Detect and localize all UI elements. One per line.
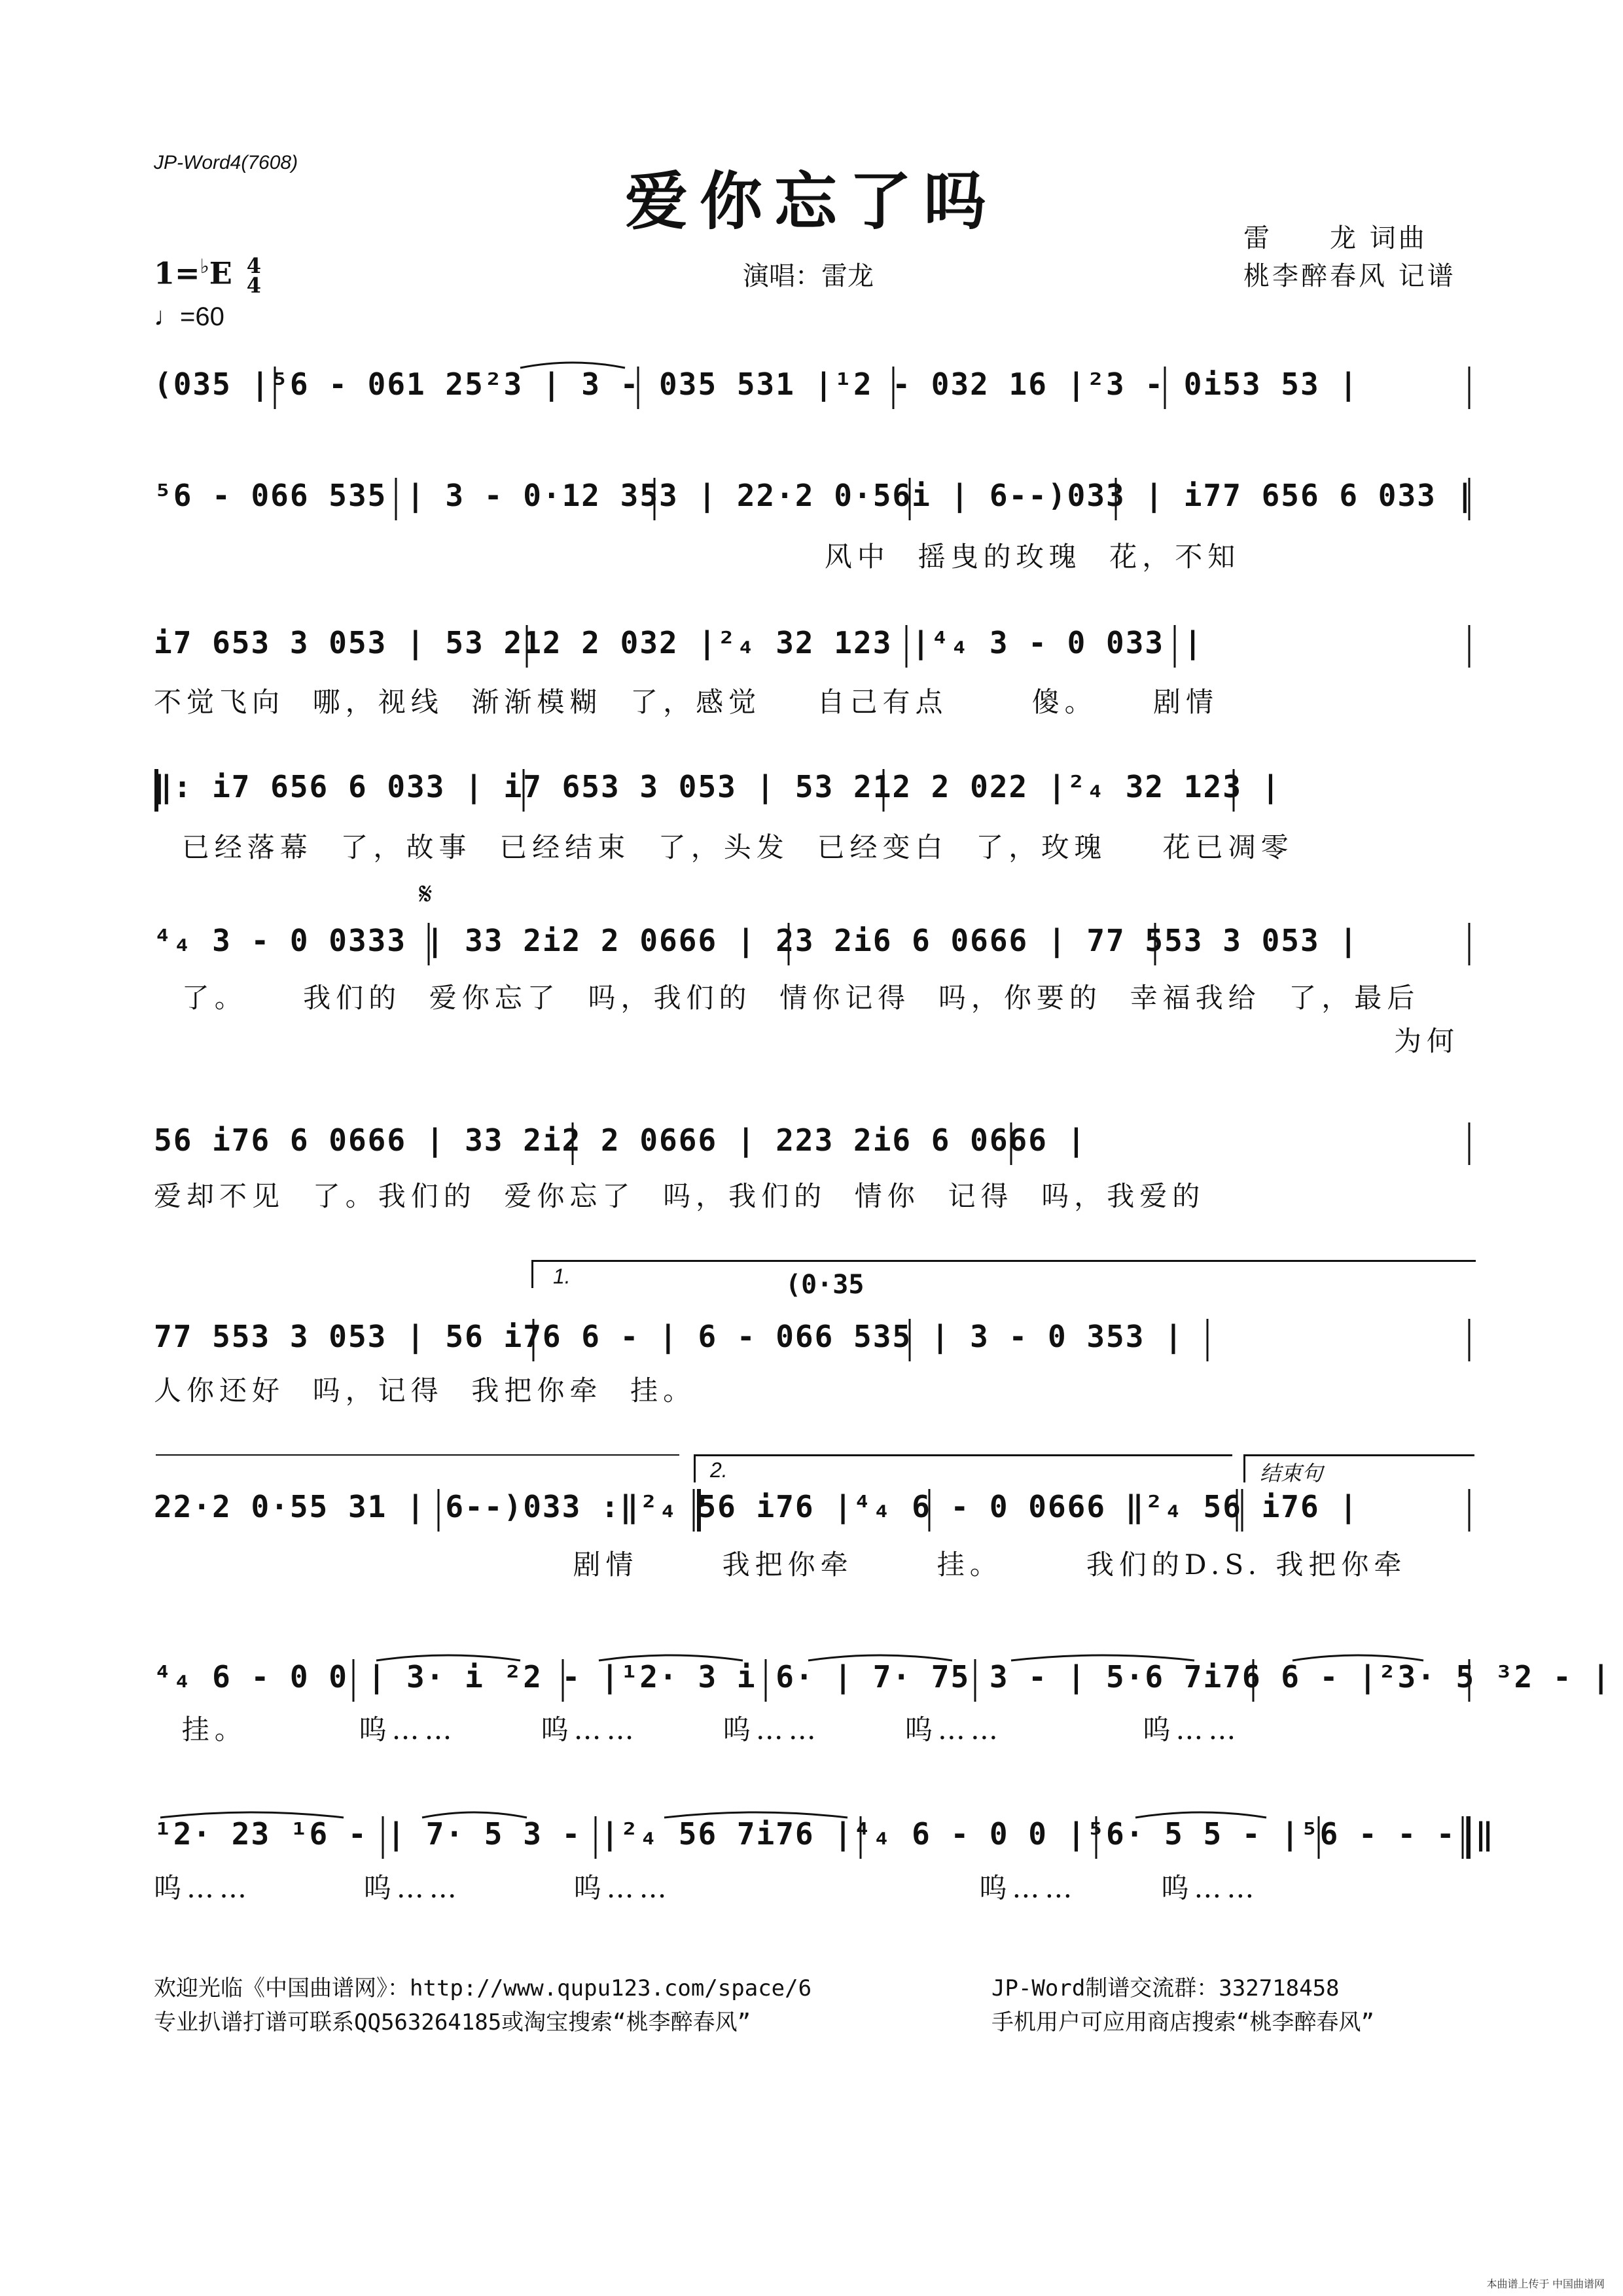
flat-icon: ♭ <box>200 255 209 278</box>
lyrics-system-9: 挂。 呜…… 呜…… 呜…… 呜…… 呜…… <box>154 1713 1241 1746</box>
footer-group: JP-Word制谱交流群：332718458 <box>991 1975 1340 2001</box>
lyrics-system-5: 了。 我们的 爱你忘了 吗，我们的 情你记得 吗，你要的 幸福我给 了，最后 <box>154 982 1420 1014</box>
staff-system-7 <box>154 1312 1471 1371</box>
extra-lyric: 为何 <box>1394 1025 1460 1057</box>
software-label: JP-Word4(7608) <box>154 152 298 173</box>
staff-system-10 <box>154 1810 1495 1869</box>
staff-system-3 <box>154 619 1471 677</box>
transcriber-credit: 桃李醉春风 记谱 <box>1243 261 1456 291</box>
footer-site-link[interactable]: 欢迎光临《中国曲谱网》：http://www.qupu123.com/space/6 <box>154 1975 812 2001</box>
time-top: 4 <box>246 253 262 279</box>
segno-icon: 𝄋 <box>419 876 433 912</box>
key-signature <box>154 253 262 298</box>
volta-bracket-1 <box>531 1260 1476 1288</box>
notes-system-2: ⁵6 - 066 535 | 3 - 0·12 353 | 22·2 0·56i | 6--)033 | i77 656 6 033 | <box>154 478 1476 513</box>
volta-bracket-2 <box>694 1454 1232 1482</box>
staff-system-1 <box>154 360 1471 419</box>
time-signature <box>246 253 262 298</box>
staff-system-6 <box>154 1116 1471 1175</box>
staff-system-9 <box>154 1653 1612 1712</box>
notes-system-9: ⁴₄ 6 - 0 0 | 3· i ²2 - |¹2· 3 i 6· | 7· 75 3 - | 5·6 7i76 6 - |²3· 5 ³2 - | <box>154 1659 1612 1695</box>
footer-app-search: 手机用户可应用商店搜索“桃李醉春风” <box>991 2009 1374 2036</box>
song-title: 爱你忘了吗 <box>625 164 998 238</box>
watermark-text: 本曲谱上传于 中国曲谱网 <box>1486 2279 1605 2290</box>
lyricist-credit: 雷 龙 词曲 <box>1243 223 1427 253</box>
key-note: E <box>209 255 232 291</box>
notes-system-8: 22·2 0·55 31 | 6--)033 :‖²₄ 56 i76 |⁴₄ 6 - 0 0666 ‖²₄ 56 i76 | <box>154 1489 1359 1524</box>
staff-system-2 <box>154 471 1476 530</box>
notes-system-3: i7 653 3 053 | 53 212 2 032 |²₄ 32 123 |⁴₄ 3 - 0 033 | <box>154 625 1204 660</box>
tempo-value: =60 <box>180 302 224 331</box>
volta-2-label: 2. <box>710 1458 728 1482</box>
singer-credit: 演唱：雷龙 <box>743 261 874 291</box>
notes-system-4: ‖: i7 656 6 033 | i7 653 3 053 | 53 212 2 022 |²₄ 32 123 | <box>154 769 1281 804</box>
lyrics-system-4: 已经落幕 了，故事 已经结束 了，头发 已经变白 了，玫瑰 花已凋零 <box>154 831 1294 863</box>
key-prefix: 1= <box>154 255 200 291</box>
quarter-note-icon: ♩ <box>154 302 180 331</box>
notes-system-1: (035 |⁵6 - 061 25²3 | 3 - 035 531 |¹2 - 032 16 |²3 - 0i53 53 | <box>154 367 1359 402</box>
notes-system-10: ¹2· 23 ¹6 - | 7· 5 3 - |²₄ 56 7i76 |⁴₄ 6 - 0 0 |⁵6· 5 5 - |⁵6 - - - ‖ <box>154 1816 1495 1852</box>
notes-system-6: 56 i76 6 0666 | 33 2i2 2 0666 | 223 2i6 6 0666 | <box>154 1122 1087 1158</box>
footer-contact: 专业扒谱打谱可联系QQ563264185或淘宝搜索“桃李醉春风” <box>154 2009 751 2036</box>
staff-system-8 <box>154 1482 1471 1541</box>
lyrics-system-6: 爱却不见 了。我们的 爱你忘了 吗，我们的 情你 记得 吗，我爱的 <box>154 1180 1205 1212</box>
tempo-marking <box>154 302 224 332</box>
ending-label: 结束句 <box>1260 1462 1323 1485</box>
lyrics-system-3: 不觉飞向 哪，视线 渐渐模糊 了，感觉 自己有点 傻。 剧情 <box>154 686 1219 718</box>
lyrics-system-8: 剧情 我把你牵 挂。 我们的D.S. 我把你牵 <box>154 1549 1407 1581</box>
staff-system-4 <box>154 762 1471 821</box>
volta-1-continuation <box>156 1454 679 1456</box>
staff-system-5 <box>154 916 1471 975</box>
pickup-notes: (0·35 <box>785 1270 865 1300</box>
notes-system-7: 77 553 3 053 | 56 i76 6 - | 6 - 066 535 | 3 - 0 353 | <box>154 1319 1184 1354</box>
volta-1-label: 1. <box>553 1265 571 1288</box>
lyrics-system-10: 呜…… 呜…… 呜…… 呜…… 呜…… <box>154 1872 1260 1904</box>
lyrics-system-7: 人你还好 吗，记得 我把你牵 挂。 <box>154 1374 696 1407</box>
time-bottom: 4 <box>246 273 262 298</box>
notes-system-5: ⁴₄ 3 - 0 0333 | 33 2i2 2 0666 | 23 2i6 6 0666 | 77 553 3 053 | <box>154 923 1359 958</box>
lyrics-system-2: 风中 摇曳的玫瑰 花，不知 <box>154 541 1241 573</box>
